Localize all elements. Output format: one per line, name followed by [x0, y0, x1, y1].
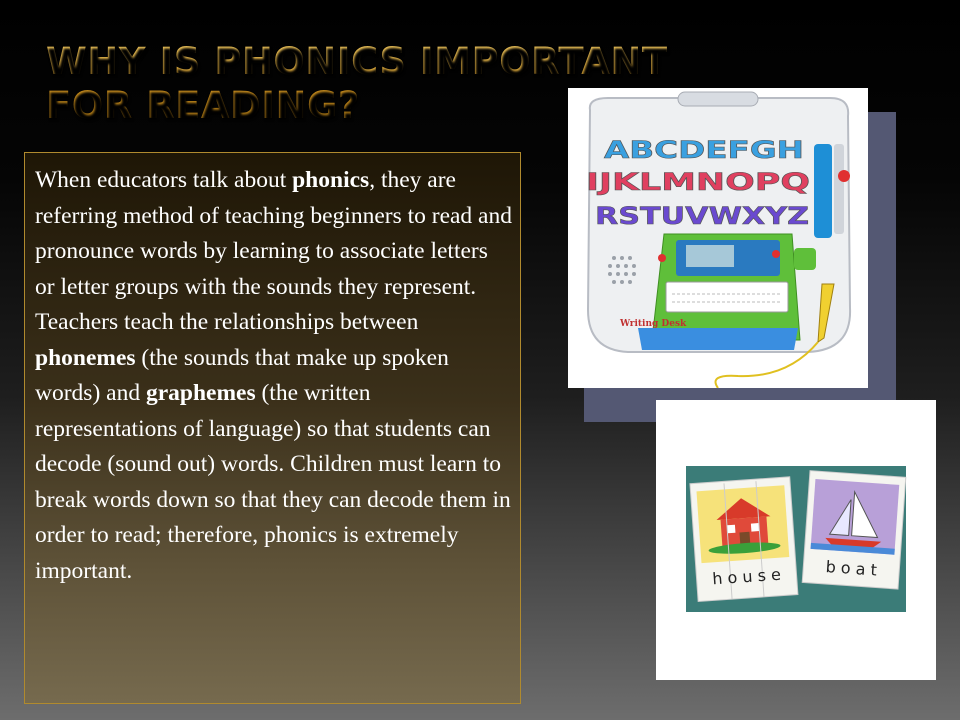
body-segment-4: (the written representations of language) so that students can decode (sound out) words. Children must learn to break words down so that they can decode them in order to read; therefore, phonics is extremely important.: [35, 380, 511, 584]
term-phonemes: phonemes: [35, 344, 136, 371]
body-text-box: [24, 152, 521, 704]
body-paragraph: [35, 163, 512, 589]
slide-title: WHY IS PHONICS IMPORTANT FOR READING?: [46, 40, 706, 128]
term-phonics: phonics: [292, 167, 370, 193]
toy-letter-row-1: ABCDEFGH: [604, 136, 804, 164]
term-graphemes: graphemes: [145, 380, 256, 406]
writing-desk-toy-image: [568, 88, 868, 388]
toy-letter-row-3: RSTUVWXYZ: [595, 202, 809, 230]
toy-letter-row-2: IJKLMNOPQ: [586, 168, 810, 196]
puzzle-word-house: h o u s e: [711, 564, 782, 589]
body-segment-3: (the sounds that make up spoken words) and: [35, 344, 449, 406]
word-puzzle-image: [656, 400, 936, 680]
toy-label: Writing Desk: [620, 319, 687, 329]
body-segment-2: , they are referring method of teaching beginners to read and pronounce words by learning to associate letters or letter groups with the sounds they represent. Teachers teach the relationships between: [35, 167, 512, 335]
puzzle-word-boat: b o a t: [825, 557, 878, 580]
body-segment-1: When educators talk about: [35, 167, 293, 193]
